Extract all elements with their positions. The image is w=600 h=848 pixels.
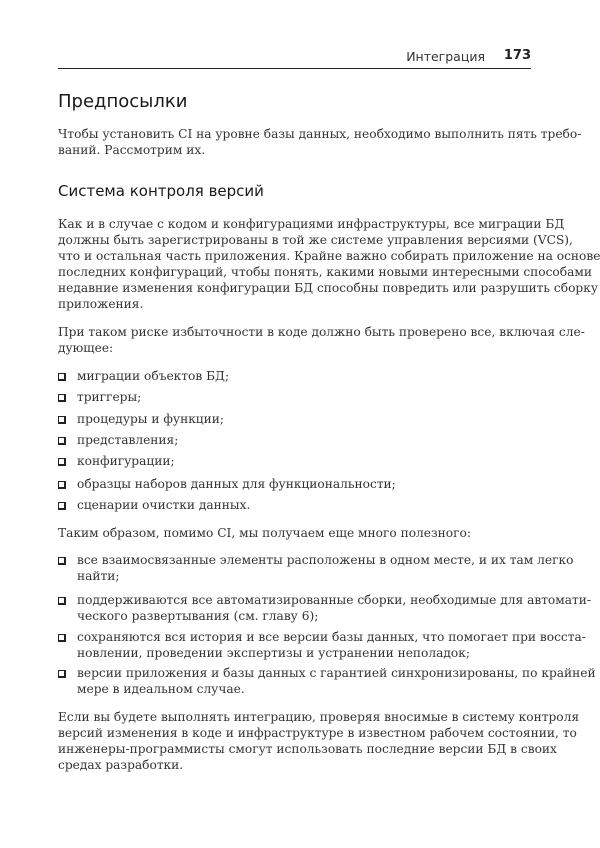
text-line: сценарии очистки данных. (77, 498, 251, 512)
list-item (77, 453, 531, 469)
text-line: средах разработки. (58, 758, 184, 772)
subsection-heading: Система контроля версий (58, 182, 264, 200)
text-line: новлении, проведении экспертизы и устранении неполадок; (77, 646, 470, 660)
text-line: При таком риске избыточности в коде должно быть проверено все, включая сле- (58, 325, 585, 339)
intro-paragraph (58, 126, 582, 158)
list-item (77, 497, 531, 513)
text-line: Если вы будете выполнять интеграцию, проверяя вносимые в систему контроля (58, 710, 580, 724)
list-item (77, 411, 531, 427)
paragraph (58, 525, 531, 541)
text-line: все взаимосвязанные элементы расположены в одном месте, и их там легко (77, 553, 574, 567)
section-heading: Предпосылки (58, 91, 188, 112)
text-line: конфигурации; (77, 454, 175, 468)
list-item (77, 552, 574, 584)
text-line: дующее: (58, 341, 114, 355)
text-line: триггеры; (77, 390, 142, 404)
checkbox-bullet-icon (58, 502, 66, 510)
list-item (77, 368, 531, 384)
text-line: представления; (77, 433, 179, 447)
text-line: поддерживаются все автоматизированные сборки, необходимые для автомати- (77, 593, 591, 607)
checkbox-bullet-icon (58, 557, 66, 565)
text-line: найти; (77, 569, 120, 583)
checkbox-bullet-icon (58, 416, 66, 424)
text-line: Таким образом, помимо CI, мы получаем еще много полезного: (58, 526, 471, 540)
text-line: версии приложения и базы данных с гарантией синхронизированы, по крайней (77, 666, 596, 680)
text-line: приложения. (58, 297, 144, 311)
checkbox-bullet-icon (58, 634, 66, 642)
text-line: миграции объектов БД; (77, 369, 230, 383)
paragraph (58, 709, 580, 773)
list-item (77, 389, 531, 405)
checkbox-bullet-icon (58, 597, 66, 605)
checkbox-bullet-icon (58, 458, 66, 466)
paragraph (58, 216, 600, 312)
list-item (77, 629, 586, 661)
text-line: Чтобы установить CI на уровне базы данных, необходимо выполнить пять требо- (58, 127, 582, 141)
text-line: должны быть зарегистрированы в той же системе управления версиями (VCS), (58, 233, 573, 247)
checkbox-bullet-icon (58, 437, 66, 445)
text-line: мере в идеальном случае. (77, 682, 245, 696)
text-line: инженеры-программисты смогут использовать последние версии БД в своих (58, 742, 557, 756)
text-line: Как и в случае с кодом и конфигурациями инфраструктуры, все миграции БД (58, 217, 565, 231)
checkbox-bullet-icon (58, 373, 66, 381)
paragraph (58, 324, 585, 356)
text-line: последних конфигураций, чтобы понять, какими новыми интересными способами (58, 265, 592, 279)
page-number: 173 (503, 48, 531, 63)
list-item (77, 476, 531, 492)
checkbox-bullet-icon (58, 670, 66, 678)
list-item (77, 432, 531, 448)
text-line: образцы наборов данных для функциональности; (77, 477, 396, 491)
text-line: ческого развертывания (см. главу 6); (77, 609, 319, 623)
running-header (58, 48, 531, 69)
text-line: что и остальная часть приложения. Крайне важно собирать приложение на основе (58, 249, 600, 263)
text-line: недавние изменения конфигурации БД способны повредить или разрушить сборку (58, 281, 599, 295)
text-line: сохраняются вся история и все версии базы данных, что помогает при восста- (77, 630, 586, 644)
checkbox-bullet-icon (58, 481, 66, 489)
text-line: версий изменения в коде и инфраструктуре в известном рабочем состоянии, то (58, 726, 577, 740)
list-item (77, 592, 591, 624)
header-section-title: Интеграция (406, 49, 485, 64)
text-line: ваний. Рассмотрим их. (58, 143, 206, 157)
list-item (77, 665, 596, 697)
text-line: процедуры и функции; (77, 412, 224, 426)
checkbox-bullet-icon (58, 394, 66, 402)
